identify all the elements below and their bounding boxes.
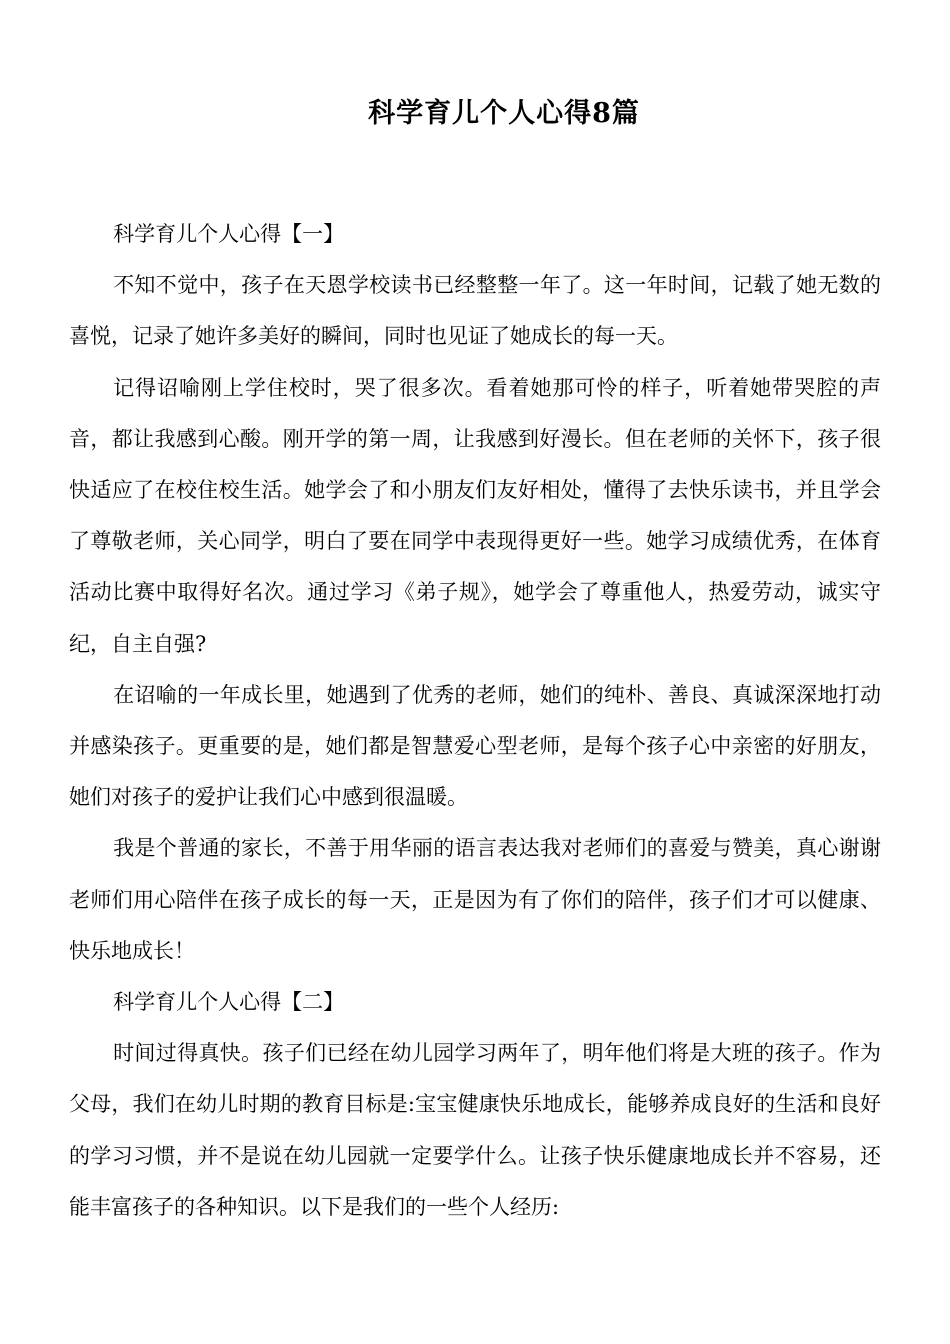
paragraph: 记得诏喻刚上学住校时，哭了很多次。看着她那可怜的样子，听着她带哭腔的声音，都让我感到心酸。刚开学的第一周，让我感到好漫长。但在老师的关怀下，孩子很快适应了在校住校生活。她学会了和小朋友们友好相处，懂得了去快乐读书，并且学会了尊敬老师，关心同学，明白了要在同学中表现得更好一些。她学习成绩优秀，在体育活动比赛中取得好名次。通过学习《弟子规》，她学会了尊重他人，热爱劳动，诚实守纪，自主自强? [69, 375, 881, 656]
paragraph: 时间过得真快。孩子们已经在幼儿园学习两年了，明年他们将是大班的孩子。作为父母，我们在幼儿时期的教育目标是:宝宝健康快乐地成长，能够养成良好的生活和良好的学习习惯，并不是说在幼儿园就一定要学什么。让孩子快乐健康地成长并不容易，还能丰富孩子的各种知识。以下是我们的一些个人经历: [69, 1041, 881, 1219]
paragraph: 不知不觉中，孩子在天恩学校读书已经整整一年了。这一年时间，记载了她无数的喜悦，记录了她许多美好的瞬间，同时也见证了她成长的每一天。 [69, 273, 881, 349]
document-body [69, 209, 881, 1233]
paragraph: 我是个普通的家长，不善于用华丽的语言表达我对老师们的喜爱与赞美，真心谢谢老师们用心陪伴在孩子成长的每一天，正是因为有了你们的陪伴，孩子们才可以健康、快乐地成长！ [69, 836, 881, 963]
paragraph: 在诏喻的一年成长里，她遇到了优秀的老师，她们的纯朴、善良、真诚深深地打动并感染孩子。更重要的是，她们都是智慧爱心型老师，是每个孩子心中亲密的好朋友，她们对孩子的爱护让我们心中感到很温暖。 [69, 682, 881, 810]
document-title: 科学育儿个人心得8篇 [368, 98, 640, 129]
section-heading-1: 科学育儿个人心得【一】 [113, 222, 345, 246]
section-heading-2: 科学育儿个人心得【二】 [113, 990, 345, 1015]
